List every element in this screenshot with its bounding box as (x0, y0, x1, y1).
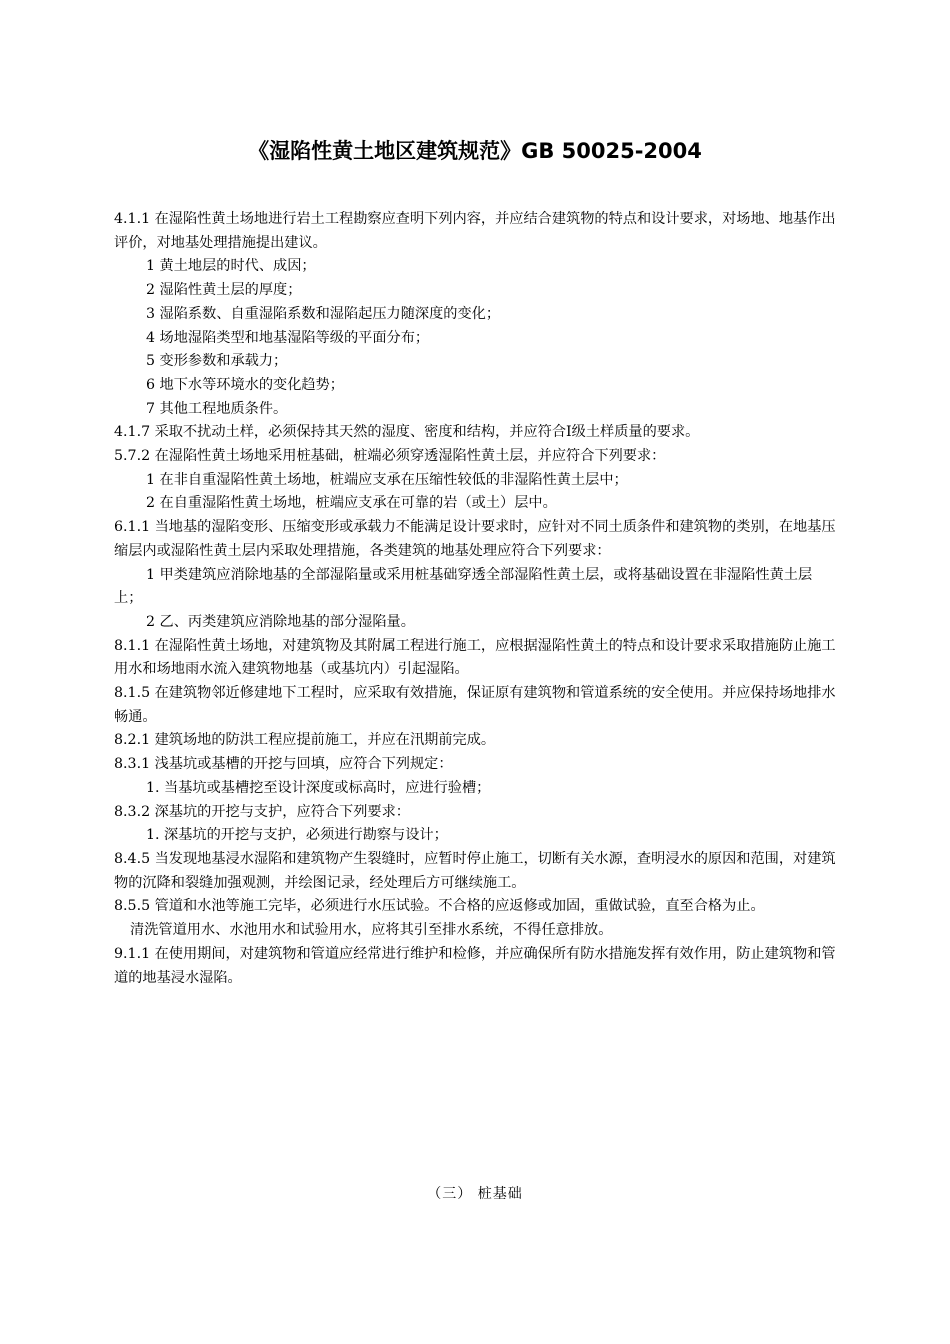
clause-8-1-1: 8.1.1 在湿陷性黄土场地，对建筑物及其附属工程进行施工，应根据湿陷性黄土的特点和设计要求采取措施防止施工用水和场地雨水流入建筑物地基（或基坑内）引起湿陷。 (114, 637, 836, 678)
list-item: 2 在自重湿陷性黄土场地，桩端应支承在可靠的岩（或土）层中。 (146, 495, 557, 512)
clause-8-3-2: 8.3.2 深基坑的开挖与支护，应符合下列要求： (114, 803, 410, 820)
document-body (114, 208, 840, 990)
list-item: 1. 当基坑或基槽挖至设计深度或标高时，应进行验槽； (146, 779, 491, 796)
list-item: 1 黄土地层的时代、成因； (146, 258, 316, 275)
section-footer: （三） 桩基础 (427, 1186, 523, 1202)
list-item: 1 甲类建筑应消除地基的全部湿陷量或采用桩基础穿透全部湿陷性黄土层，或将基础设置在非湿陷性黄土层上； (114, 566, 813, 607)
clause-4-1-1: 4.1.1 在湿陷性黄土场地进行岩土工程勘察应查明下列内容，并应结合建筑物的特点和设计要求，对场地、地基作出评价，对地基处理措施提出建议。 (114, 211, 836, 251)
clause-8-1-5: 8.1.5 在建筑物邻近修建地下工程时，应采取有效措施，保证原有建筑物和管道系统的安全使用。并应保持场地排水畅通。 (114, 685, 836, 725)
list-item: 1 在非自重湿陷性黄土场地，桩端应支承在压缩性较低的非湿陷性黄土层中； (146, 471, 628, 488)
clause-5-7-2: 5.7.2 在湿陷性黄土场地采用桩基础，桩端必须穿透湿陷性黄土层，并应符合下列要求： (114, 448, 666, 465)
list-item: 4 场地湿陷类型和地基湿陷等级的平面分布； (146, 329, 430, 346)
list-item: 6 地下水等环境水的变化趋势； (146, 376, 344, 393)
list-item: 7 其他工程地质条件。 (146, 400, 288, 417)
clause-8-4-5: 8.4.5 当发现地基浸水湿陷和建筑物产生裂缝时，应暂时停止施工，切断有关水源，查明浸水的原因和范围，对建筑物的沉降和裂缝加强观测，并绘图记录，经处理后方可继续施工。 (114, 850, 836, 891)
clause-8-3-1: 8.3.1 浅基坑或基槽的开挖与回填，应符合下列规定： (114, 756, 453, 773)
clause-9-1-1: 9.1.1 在使用期间，对建筑物和管道应经常进行维护和检修，并应确保所有防水措施发挥有效作用，防止建筑物和管道的地基浸水湿陷。 (114, 945, 836, 986)
clause-8-2-1: 8.2.1 建筑场地的防洪工程应提前施工，并应在汛期前完成。 (114, 732, 496, 749)
document-title: 《湿陷性黄土地区建筑规范》GB 50025-2004 (248, 139, 702, 163)
list-item: 2 湿陷性黄土层的厚度； (146, 282, 302, 299)
list-item: 1. 深基坑的开挖与支护，必须进行勘察与设计； (146, 827, 448, 844)
clause-8-5-5-note: 清洗管道用水、水池用水和试验用水，应将其引至排水系统，不得任意排放。 (130, 922, 613, 939)
clause-4-1-7: 4.1.7 采取不扰动土样，必须保持其天然的湿度、密度和结构，并应符合Ⅰ级土样质量的要求。 (114, 424, 700, 441)
clause-8-5-5: 8.5.5 管道和水池等施工完毕，必须进行水压试验。不合格的应返修或加固，重做试验，直至合格为止。 (114, 898, 765, 915)
clause-6-1-1: 6.1.1 当地基的湿陷变形、压缩变形或承载力不能满足设计要求时，应针对不同土质条件和建筑物的类别，在地基压缩层内或湿陷性黄土层内采取处理措施，各类建筑的地基处理应符合下列要求： (114, 519, 836, 559)
list-item: 2 乙、丙类建筑应消除地基的部分湿陷量。 (146, 613, 415, 630)
list-item: 5 变形参数和承载力； (146, 353, 288, 370)
list-item: 3 湿陷系数、自重湿陷系数和湿陷起压力随深度的变化； (146, 305, 501, 322)
